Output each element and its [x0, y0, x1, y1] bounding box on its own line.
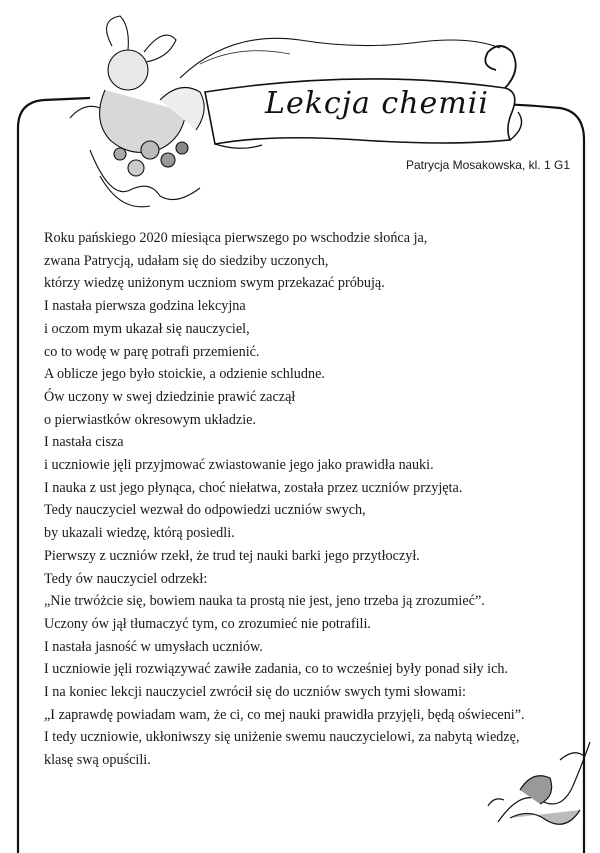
- poem-line: którzy wiedzę uniżonym uczniom swym przekazać próbują.: [44, 275, 385, 292]
- page-title: Lekcja chemii: [265, 86, 489, 121]
- poem-line: I na koniec lekcji nauczyciel zwrócił się do uczniów swych tymi słowami:: [44, 684, 466, 701]
- poem-line: Uczony ów jął tłumaczyć tym, co zrozumieć nie potrafili.: [44, 615, 371, 632]
- cherub-floral-ornament: [70, 16, 204, 207]
- poem-line: Ów uczony w swej dziedzinie prawić zaczął: [44, 388, 296, 405]
- poem-line: i uczniowie jęli przyjmować zwiastowanie jego jako prawidła nauki.: [44, 457, 434, 474]
- poem-line: I nastała jasność w umysłach uczniów.: [44, 638, 263, 655]
- poem-line: Roku pańskiego 2020 miesiąca pierwszego po wschodzie słońca ja,: [44, 230, 428, 246]
- poem-line: i oczom mym ukazał się nauczyciel,: [44, 320, 250, 337]
- poem-line: by ukazali wiedzę, którą posiedli.: [44, 525, 235, 542]
- poem-line: I nastała cisza: [44, 434, 124, 451]
- poem-line: I uczniowie jęli rozwiązywać zawiłe zadania, co to wcześniej były ponad siły ich.: [44, 661, 509, 678]
- poem-line: o pierwiastków okresowym układzie.: [44, 411, 256, 428]
- poem-line: Pierwszy z uczniów rzekł, że trud tej nauki barki jego przytłoczył.: [44, 547, 420, 564]
- poem-line: Tedy ów nauczyciel odrzekł:: [44, 570, 208, 587]
- poem-line: zwana Patrycją, udałam się do siedziby uczonych,: [44, 252, 329, 269]
- poem-line: A oblicze jego było stoickie, a odzienie schludne.: [44, 366, 325, 383]
- poem-line: „I zaprawdę powiadam wam, że ci, co mej nauki prawidła przyjęli, będą oświeceni”.: [44, 706, 525, 723]
- poem-line: Tedy nauczyciel wezwał do odpowiedzi uczniów swych,: [44, 502, 366, 519]
- poem-line: klasę swą opuścili.: [44, 752, 151, 769]
- poem-line: I nastała pierwsza godzina lekcyjna: [44, 298, 246, 315]
- author-line: Patrycja Mosakowska, kl. 1 G1: [405, 158, 570, 172]
- poem-line: I tedy uczniowie, ukłoniwszy się uniżenie swemu nauczycielowi, za nabytą wiedzę,: [44, 729, 520, 746]
- poem-line: co to wodę w parę potrafi przemienić.: [44, 343, 260, 360]
- poem-line: „Nie trwóżcie się, bowiem nauka ta prostą nie jest, jeno trzeba ją zrozumieć”.: [44, 593, 485, 610]
- poem-text: [44, 227, 574, 772]
- poem-line: I nauka z ust jego płynąca, choć niełatwa, została przez uczniów przyjęta.: [44, 479, 463, 496]
